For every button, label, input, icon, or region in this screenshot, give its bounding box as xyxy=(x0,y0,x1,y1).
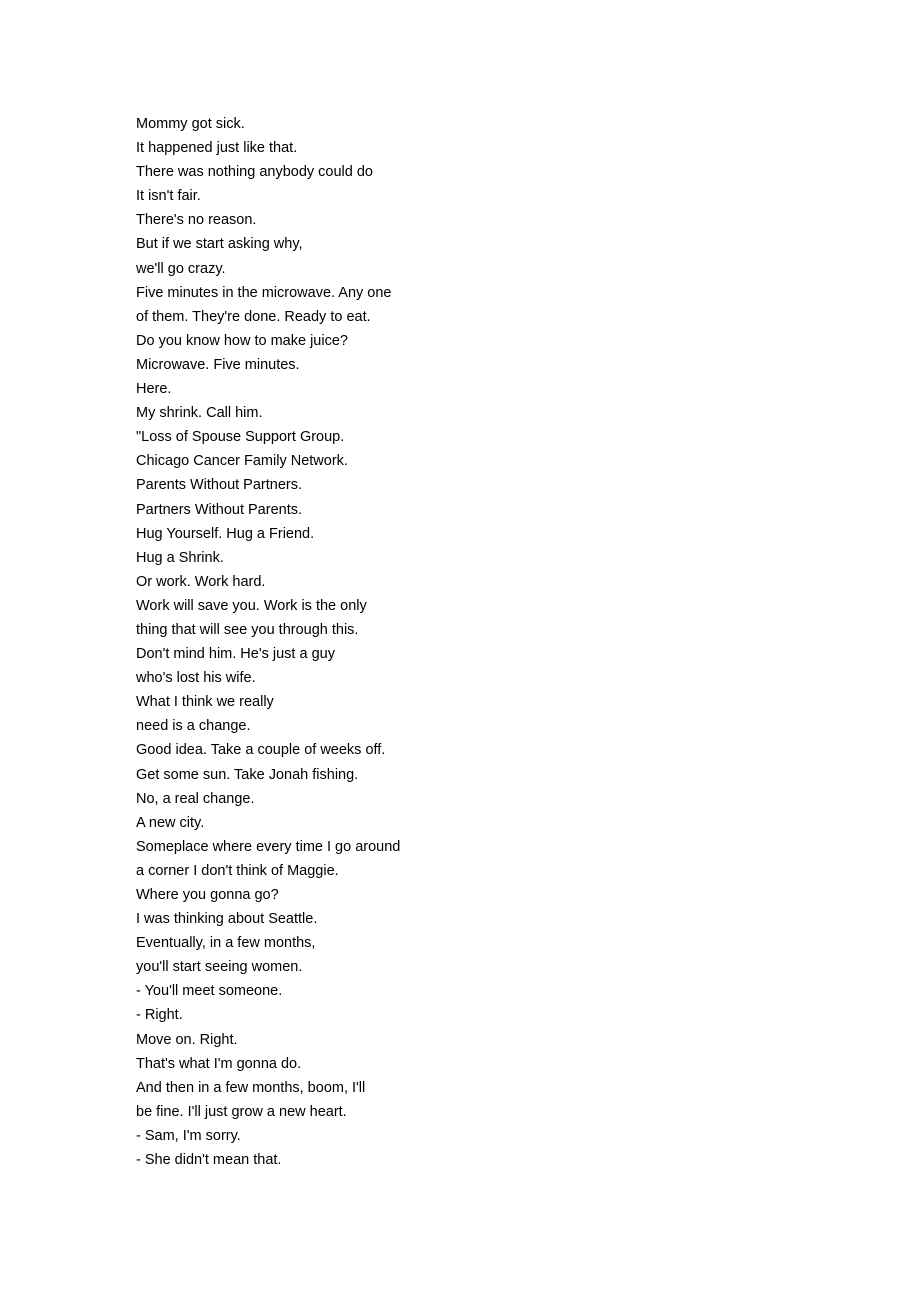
transcript-line: Eventually, in a few months, xyxy=(136,935,316,952)
transcript-line: Microwave. Five minutes. xyxy=(136,356,300,373)
transcript-line: - Right. xyxy=(136,1007,183,1024)
transcript-text-block xyxy=(136,112,836,1172)
transcript-line: "Loss of Spouse Support Group. xyxy=(136,429,345,446)
transcript-line: My shrink. Call him. xyxy=(136,405,263,422)
transcript-line: Good idea. Take a couple of weeks off. xyxy=(136,742,386,759)
transcript-line: And then in a few months, boom, I'll xyxy=(136,1079,366,1096)
transcript-line: That's what I'm gonna do. xyxy=(136,1055,302,1072)
transcript-line: a corner I don't think of Maggie. xyxy=(136,862,339,879)
transcript-line: Get some sun. Take Jonah fishing. xyxy=(136,766,359,783)
transcript-line: Mommy got sick. xyxy=(136,116,245,132)
transcript-line: It happened just like that. xyxy=(136,140,298,157)
transcript-line: There's no reason. xyxy=(136,212,257,229)
transcript-line: Move on. Right. xyxy=(136,1031,238,1048)
transcript-line: - Sam, I'm sorry. xyxy=(136,1127,241,1144)
transcript-line: Here. xyxy=(136,381,172,398)
transcript-line: A new city. xyxy=(136,814,205,831)
transcript-line: who's lost his wife. xyxy=(136,670,256,687)
transcript-line: Do you know how to make juice? xyxy=(136,332,348,349)
transcript-line: I was thinking about Seattle. xyxy=(136,911,318,928)
transcript-line: be fine. I'll just grow a new heart. xyxy=(136,1103,347,1120)
transcript-line: Work will save you. Work is the only xyxy=(136,597,367,614)
transcript-line: of them. They're done. Ready to eat. xyxy=(136,308,371,325)
transcript-line: It isn't fair. xyxy=(136,188,201,205)
transcript-line: we'll go crazy. xyxy=(136,260,226,277)
transcript-line: Don't mind him. He's just a guy xyxy=(136,646,335,663)
transcript-line: Someplace where every time I go around xyxy=(136,838,401,855)
transcript-line: Parents Without Partners. xyxy=(136,477,303,494)
transcript-line: need is a change. xyxy=(136,718,251,735)
transcript-line: - She didn't mean that. xyxy=(136,1152,282,1169)
transcript-line: Chicago Cancer Family Network. xyxy=(136,453,348,470)
transcript-line: There was nothing anybody could do xyxy=(136,164,373,181)
transcript-line: thing that will see you through this. xyxy=(136,621,359,638)
transcript-line: Partners Without Parents. xyxy=(136,501,303,518)
transcript-line: Where you gonna go? xyxy=(136,887,279,903)
transcript-line: Five minutes in the microwave. Any one xyxy=(136,284,392,301)
transcript-line: you'll start seeing women. xyxy=(136,959,303,976)
transcript-line: No, a real change. xyxy=(136,790,255,807)
transcript-line: Or work. Work hard. xyxy=(136,573,266,590)
transcript-line: Hug a Shrink. xyxy=(136,549,224,566)
transcript-line: What I think we really xyxy=(136,694,274,711)
transcript-line: But if we start asking why, xyxy=(136,236,303,253)
transcript-line: Hug Yourself. Hug a Friend. xyxy=(136,525,315,542)
transcript-line: - You'll meet someone. xyxy=(136,983,283,1000)
